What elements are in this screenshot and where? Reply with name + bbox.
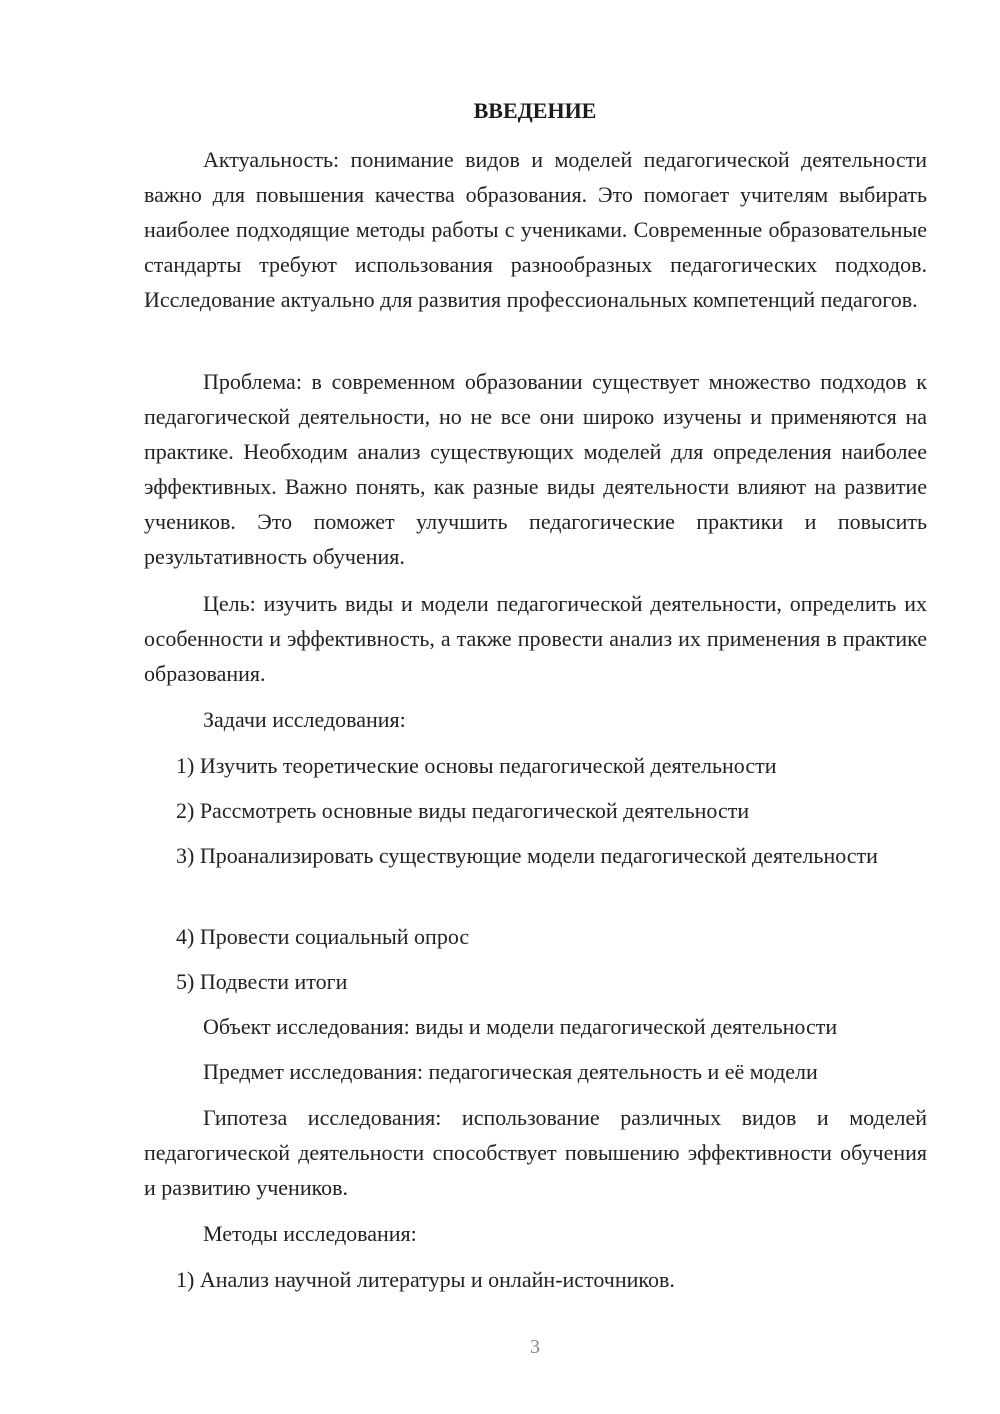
paragraph-object: Объект исследования: виды и модели педагогической деятельности: [203, 1014, 838, 1039]
task-item-3: 3) Проанализировать существующие модели педагогической деятельности: [176, 843, 878, 868]
methods-heading: Методы исследования:: [203, 1221, 417, 1246]
method-item-1: 1) Анализ научной литературы и онлайн-источников.: [176, 1267, 675, 1292]
paragraph-problem: Проблема: в современном образовании существует множество подходов к педагогической деятельности, но не все они широко изучены и применяются на практике. Необходим анализ существующих моделей для определения наиболее эффективных. Важно понять, как разные виды деятельности влияют на развитие учеников. Это поможет улучшить педагогические практики и повысить результативность обучения.: [144, 369, 927, 569]
paragraph-subject: Предмет исследования: педагогическая деятельность и её модели: [203, 1059, 818, 1084]
section-title: ВВЕДЕНИЕ: [473, 98, 597, 123]
task-item-1: 1) Изучить теоретические основы педагогической деятельности: [176, 753, 777, 778]
paragraph-relevance: Актуальность: понимание видов и моделей педагогической деятельности важно для повышения качества образования. Это помогает учителям выбирать наиболее подходящие методы работы с учениками. Современные образовательные стандарты требуют использования разнообразных педагогических подходов. Исследование актуально для развития профессиональных компетенций педагогов.: [144, 147, 927, 312]
page-number: 3: [530, 1336, 540, 1358]
task-item-5: 5) Подвести итоги: [176, 969, 348, 994]
tasks-heading: Задачи исследования:: [203, 707, 406, 732]
paragraph-hypothesis: Гипотеза исследования: использование различных видов и моделей педагогической деятельности способствует повышению эффективности обучения и развитию учеников.: [144, 1105, 927, 1200]
paragraph-goal: Цель: изучить виды и модели педагогической деятельности, определить их особенности и эффективность, а также провести анализ их применения в практике образования.: [144, 591, 927, 686]
task-item-4: 4) Провести социальный опрос: [176, 924, 470, 949]
task-item-2: 2) Рассмотреть основные виды педагогической деятельности: [176, 798, 750, 823]
